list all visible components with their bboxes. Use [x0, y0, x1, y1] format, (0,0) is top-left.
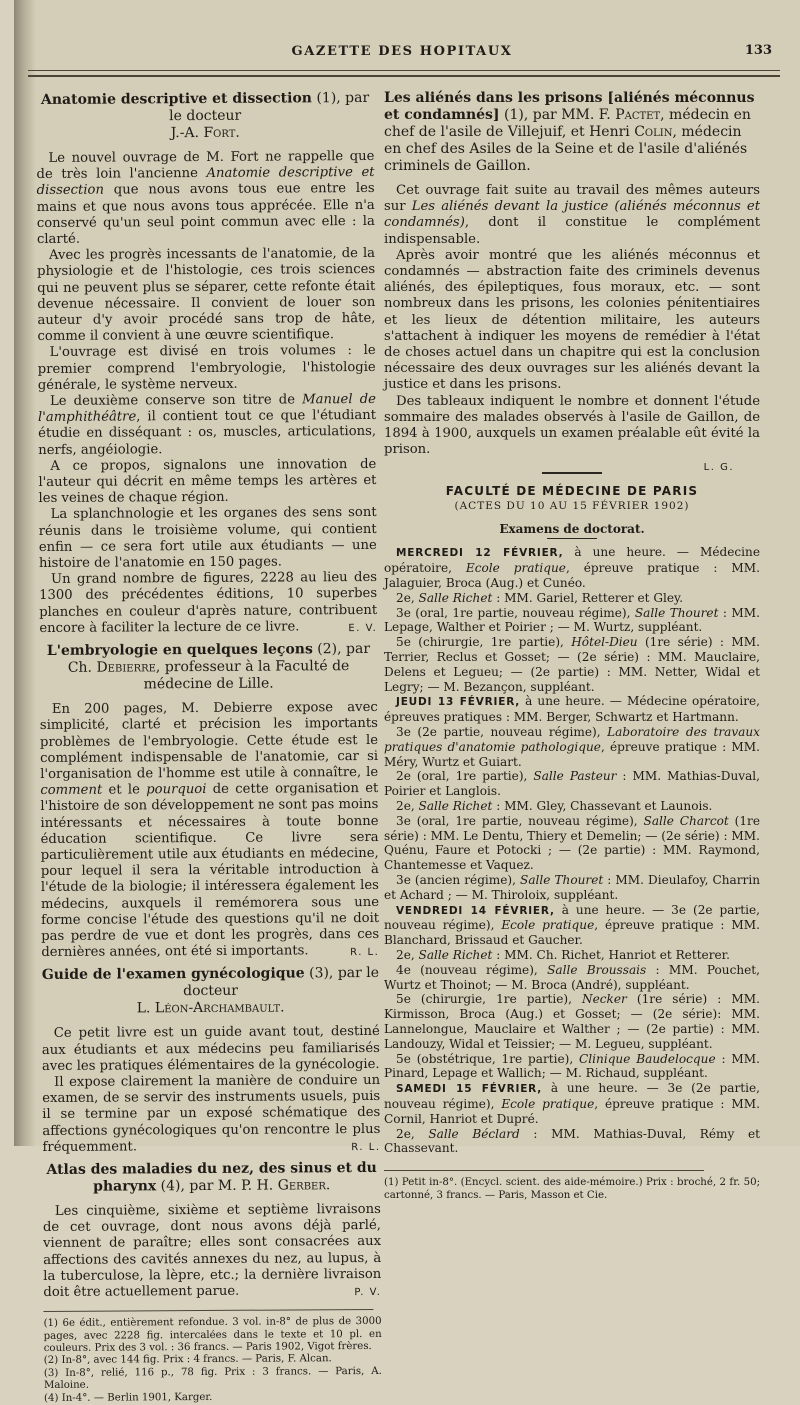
- footnote: (3) In-8°, relié, 116 p., 78 fig. Prix : 3 francs. — Paris, A. Maloine.: [43, 1365, 382, 1392]
- paragraph: Le nouvel ouvrage de M. Fort ne rappelle que de très loin l'ancienne Anatomie descriptive et dissection que nous avons tous eue entre les mains et que nous avons tous apprécée. Elle n'a conservé qu'un seul point commun avec elle : la clarté.: [36, 148, 375, 248]
- exam-place: Clinique Baudelocque: [579, 1051, 716, 1066]
- exams-rule: [547, 538, 597, 539]
- exam-text: 2e,: [396, 1126, 429, 1141]
- exam-text: 4e (nouveau régime),: [396, 962, 548, 977]
- exam-text: : MM. Dieulafoy, Charrin et Achard ; — M. Thiroloix, suppléant.: [384, 872, 760, 902]
- exam-place: Salle Thouret: [634, 605, 719, 620]
- exam-text: 2e (oral, 1re partie),: [396, 769, 534, 784]
- exam-entry: [384, 769, 760, 799]
- review-title: Les aliénés dans les prisons [aliénés méconnus et condamnés] (1), par MM. F. Pactet, médecin en chef de l'asile de Villejuif, et Henri Colin, médecin en chef des Asiles de la Seine et de l'asile d'aliénés criminels de Gaillon.: [384, 90, 755, 174]
- exam-entry: [384, 545, 760, 590]
- exam-entry: [384, 814, 760, 873]
- review-alienes: [384, 90, 760, 474]
- exam-text: 2e,: [396, 947, 419, 962]
- paragraph: L'ouvrage est divisé en trois volumes : le premier comprend l'embryologie, l'histologie générale, le système nerveux.: [37, 343, 376, 393]
- exam-entry: [384, 591, 760, 606]
- exam-place: Ecole pratique: [501, 918, 595, 933]
- exam-text: (1re série) : MM. Terrier, Reclus et Gosset; — (2e série) : MM. Mauclaire, Delens et Legueu; — (2e partie) : MM. Netter, Widal et Legry; — M. Bezançon, suppléant.: [384, 635, 760, 694]
- exam-text: , épreuve pratique : MM. Méry, Wurtz et Guiart.: [384, 739, 761, 769]
- review-title: Guide de l'examen gynécologique (3), par le docteur L. Léon-Archambault.: [41, 965, 380, 1017]
- page-gutter-shadow: [14, 0, 36, 1146]
- exam-text: , épreuve pratique : MM. Cornil, Hanriot et Dupré.: [384, 1096, 760, 1126]
- review-signature: R. L.: [350, 947, 380, 959]
- paragraph: Il expose clairement la manière de conduire un examen, de se servir des instruments usuels, puis il se termine par un exposé schématique des affections gynécologiques qu'on rencontre le plus fréquemment. R. L.: [42, 1072, 381, 1155]
- exam-text: (1re série) : MM. Kirmisson, Broca (Aug.) et Gosset; — (2e série): MM. Lannelongue, Mauclaire et Walther ; — (2e partie) : MM. Landouzy, Widal et Teissier; — M. Legueu, suppléant.: [384, 992, 760, 1051]
- exam-day: MERCREDI 12 FÉVRIER,: [396, 547, 564, 560]
- exam-place: Salle Thouret: [520, 872, 604, 887]
- left-column: [36, 84, 382, 1404]
- paragraph: Cet ouvrage fait suite au travail des mêmes auteurs sur Les aliénés devant la justice (aliénés méconnus et condamnés), dont il constitue le complément indispensable.: [384, 183, 760, 247]
- exam-entry: [384, 873, 760, 903]
- footnote-rule: [384, 1170, 704, 1171]
- review-atlas: [43, 1160, 382, 1301]
- exam-entry: [384, 606, 760, 636]
- review-title: Anatomie descriptive et dissection (1), par le docteur J.-A. Fort.: [40, 89, 370, 142]
- exam-place: Salle Béclard: [428, 1126, 520, 1141]
- review-title: L'embryologie en quelques leçons (2), par Ch. Debierre, professeur à la Faculté de médecine de Lille.: [46, 641, 371, 693]
- exam-entry: [384, 1081, 760, 1126]
- exam-text: : MM. Gley, Chassevant et Launois.: [492, 799, 713, 813]
- exam-text: : MM. Gariel, Retterer et Gley.: [492, 590, 684, 605]
- exam-day: JEUDI 13 FÉVRIER,: [396, 696, 521, 709]
- exam-text: : MM. Mathias-Duval, Rémy et Chassevant.: [384, 1126, 760, 1156]
- exam-day: VENDREDI 14 FÉVRIER,: [396, 904, 555, 917]
- section-divider: [542, 472, 602, 474]
- review-signature: L. G.: [703, 462, 734, 474]
- footnote: (2) In-8°, avec 144 fig. Prix : 4 francs. — Paris, F. Alcan.: [43, 1353, 332, 1367]
- exam-text: , épreuve pratique : MM. Jalaguier, Broca (Aug.) et Cunéo.: [384, 561, 761, 591]
- review-signature: R. L.: [351, 1141, 381, 1153]
- exam-text: 3e (oral, 1re partie, nouveau régime),: [396, 605, 635, 620]
- review-embryologie: [39, 641, 379, 961]
- right-column: [384, 86, 761, 1201]
- paragraph: Les cinquième, sixième et septième livraisons de cet ouvrage, dont nous avons déjà parlé, viennent de paraître; elles sont consacrées aux affections des cavités annexes du nez, au lupus, à la tuberculose, la lèpre, etc.; la dernière livraison doit être actuellement parue. P. V.: [42, 1201, 382, 1300]
- exam-entry: [384, 1052, 760, 1082]
- exam-text: à une heure. — 3e (2e partie, nouveau régime),: [384, 902, 760, 933]
- exam-text: 2e,: [396, 799, 419, 813]
- exam-place: Salle Charcot: [643, 813, 729, 828]
- exam-text: : MM. Pouchet, Wurtz et Thoinot; — M. Broca (André), suppléant.: [384, 962, 760, 992]
- exams-heading: Examens de doctorat.: [499, 522, 645, 537]
- exam-place: Salle Pasteur: [533, 769, 617, 784]
- faculty-dates: (ACTES DU 10 AU 15 FÉVRIER 1902): [454, 500, 690, 513]
- paragraph: Un grand nombre de figures, 2228 au lieu des 1300 des précédentes éditions, 10 superbes planches en couleur d'après nature, contribuent encore à faciliter la lecture de ce livre. E. V.: [39, 570, 378, 636]
- review-signature: E. V.: [348, 622, 378, 634]
- exam-text: 5e (obstétrique, 1re partie),: [396, 1051, 580, 1066]
- exam-place: Necker: [582, 992, 627, 1007]
- footnote: (4) In-4°. — Berlin 1901, Karger.: [43, 1391, 213, 1404]
- exam-text: 5e (chirurgie, 1re partie),: [396, 635, 572, 650]
- exam-entry: [384, 725, 760, 769]
- exam-text: 3e (oral, 1re partie, nouveau régime),: [396, 813, 644, 828]
- exam-entry: [384, 948, 760, 963]
- exam-text: : MM. Pinard, Lepage et Wallich; — M. Richaud, suppléant.: [384, 1051, 760, 1081]
- exam-text: à une heure. — 3e (2e partie, nouveau régime),: [384, 1081, 760, 1111]
- exam-place: Ecole pratique: [501, 1096, 595, 1111]
- review-anatomie: [36, 90, 377, 637]
- review-signature: P. V.: [354, 1286, 382, 1299]
- exam-text: 2e,: [396, 590, 419, 605]
- review-title: Atlas des maladies du nez, des sinus et du pharynx (4), par M. P. H. Gerber.: [46, 1159, 377, 1195]
- exam-place: Hôtel-Dieu: [571, 635, 638, 650]
- paragraph: Des tableaux indiquent le nombre et donnent l'étude sommaire des malades observés à l'asile de Gaillon, de 1894 à 1900, auxquels un examen préalable eût évité la prison.: [384, 393, 760, 458]
- header-rule: [28, 70, 780, 71]
- faculty-heading: FACULTÉ DE MÉDECINE DE PARIS: [445, 484, 699, 499]
- footnote: (1) 6e édit., entièrement refondue. 3 vol. in-8° de plus de 3000 pages, avec 2228 fig. intercalées dans le texte et 10 pl. en couleurs. Prix des 3 vol. : 36 francs. — Paris 1902, Vigot frères.: [43, 1316, 382, 1354]
- exam-schedule: [384, 545, 760, 1156]
- footnote-rule: [43, 1309, 373, 1312]
- page-number: 133: [744, 43, 772, 58]
- exam-text: à une heure. — Médecine opératoire,: [384, 545, 760, 576]
- paragraph: Après avoir montré que les aliénés méconnus et condamnés — abstraction faite des criminels devenus aliénés, des épileptiques, fous moraux, etc. — sont nombreux dans les prisons, les colonies pénitentiaires et les lieux de détention militaire, les auteurs s'attachent à indiquer les moyens de remédier à l'état de choses actuel dans un chapitre qui est la conclusion nécessaire des deux ouvrages sur les aliénés devant la justice et dans les prisons.: [384, 247, 760, 393]
- exam-place: Salle Richet: [418, 590, 493, 605]
- header-rule-thick: [28, 75, 780, 77]
- exam-entry: [384, 963, 760, 993]
- paragraph: Avec les progrès incessants de l'anatomie, de la physiologie et de l'histologie, ces trois sciences qui ne peuvent plus se séparer, cette refonte était devenue nécessaire. Il convient de louer son auteur d'y avoir procédé sans trop de hâte, comme il convient à une œuvre scientifique.: [37, 246, 376, 345]
- exam-place: Laboratoire des travaux pratiques d'anatomie pathologique: [384, 725, 760, 754]
- exam-text: : MM. Lepage, Walther et Poirier ; — M. Wurtz, suppléant.: [384, 605, 761, 635]
- exam-text: (1re série) : MM. Le Dentu, Thiery et Demelin; — (2e série) : MM. Quénu, Faure et Potocki ; — (2e partie) : MM. Raymond, Chantemesse et Vaquez.: [384, 813, 760, 873]
- exam-entry: [384, 903, 760, 948]
- exam-entry: [384, 992, 760, 1051]
- review-gynecologie: [41, 965, 380, 1156]
- paragraph: En 200 pages, M. Debierre expose avec simplicité, clarté et précision les importants problèmes de l'embryologie. Cette étude est le complément indispensable de l'anatomie, car si l'organisation de l'homme est utile à connaître, le comment et le pourquoi de cette organisation et l'histoire de son développement ne sont pas moins intéressants et nécessaires à toute bonne éducation scientifique. Ce livre sera particulièrement utile aux étudiants en médecine, pour lequel il sera la véritable introduction à l'étude de la biologie; il intéressera également les médecins, auxquels il remémorera sous une forme concise l'étude des questions qu'il ne doit pas perdre de vue et dont les progrès, dans ces dernières années, ont été si importants. R. L.: [39, 700, 380, 961]
- paragraph: La splanchnologie et les organes des sens sont réunis dans le troisième volume, qui contient enfin — ce sera fort utile aux étudiants — une histoire de l'anatomie en 150 pages.: [38, 505, 377, 572]
- exam-text: 5e (chirurgie, 1re partie),: [396, 992, 583, 1007]
- exam-day: SAMEDI 15 FÉVRIER,: [396, 1083, 543, 1096]
- exam-text: à une heure. — Médecine opératoire, épreuves pratiques : MM. Berger, Schwartz et Hartmann.: [384, 694, 760, 725]
- exam-entry: [384, 799, 760, 814]
- exam-text: : MM. Ch. Richet, Hanriot et Retterer.: [492, 947, 730, 962]
- exam-text: 3e (ancien régime),: [396, 872, 521, 887]
- exam-place: Salle Richet: [418, 799, 493, 813]
- paragraph: Le deuxième conserve son titre de Manuel de l'amphithéâtre, il contient tout ce que l'étudiant étudie en disséquant : os, muscles, articulations, nerfs, angéiologie.: [37, 391, 377, 458]
- exam-place: Ecole pratique: [465, 561, 566, 576]
- exam-text: , épreuve pratique : MM. Blanchard, Brissaud et Gaucher.: [384, 918, 760, 948]
- page-header: [24, 38, 780, 68]
- paragraph: A ce propos, signalons une innovation de l'auteur qui décrit en même temps les artères et les veines de chaque région.: [38, 456, 377, 507]
- exam-entry: [384, 635, 760, 694]
- exam-text: 3e (2e partie, nouveau régime),: [396, 725, 608, 740]
- footnote: (1) Petit in-8°. (Encycl. scient. des aide-mémoire.) Prix : broché, 2 fr. 50; cartonné, 3 francs. — Paris, Masson et Cie.: [384, 1177, 760, 1201]
- paragraph: Ce petit livre est un guide avant tout, destiné aux étudiants et aux médecins peu familiarisés avec les pratiques élémentaires de la gynécologie.: [41, 1024, 380, 1074]
- exam-text: : MM. Mathias-Duval, Poirier et Langlois.: [384, 769, 760, 799]
- exam-place: Salle Broussais: [547, 962, 647, 977]
- journal-title: GAZETTE DES HOPITAUX: [291, 44, 513, 59]
- exam-entry: [384, 1127, 760, 1157]
- exam-entry: [384, 694, 760, 725]
- exam-place: Salle Richet: [418, 947, 493, 962]
